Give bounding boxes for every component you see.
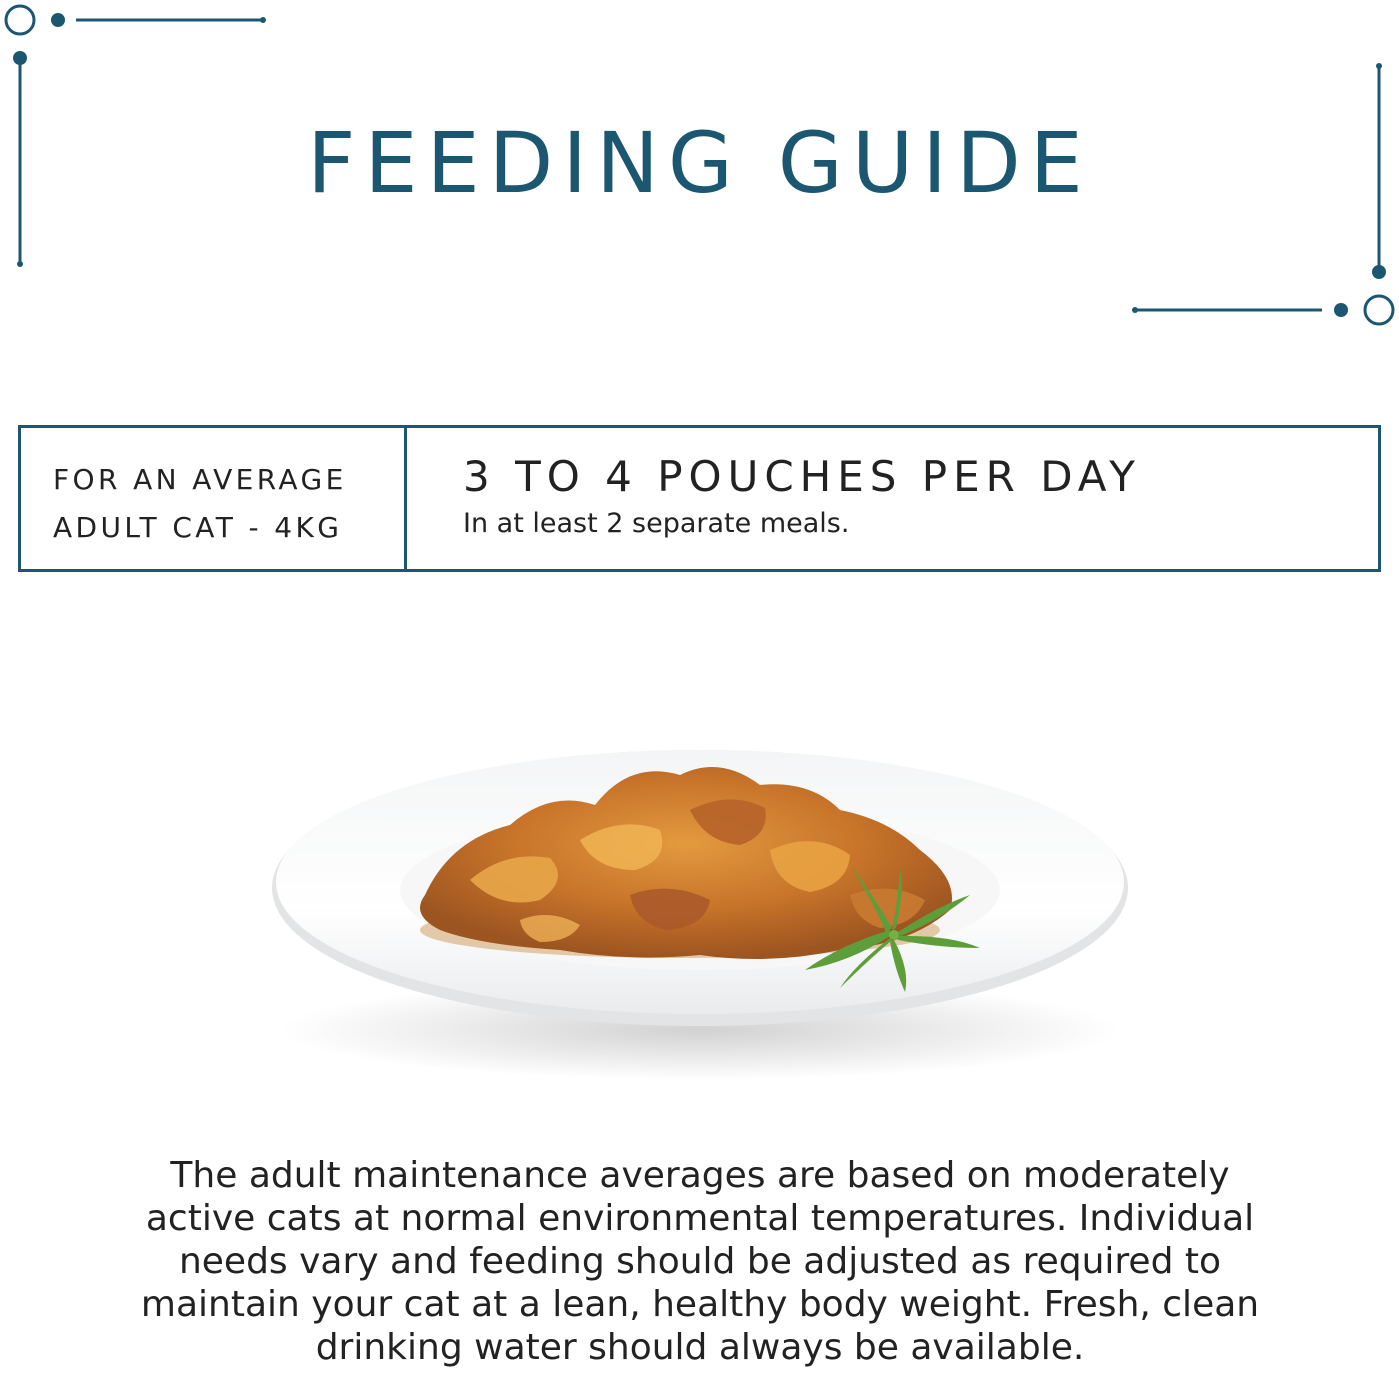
bottom-right-ring: [1365, 296, 1393, 324]
top-left-dot-v: [13, 51, 27, 65]
bottom-right-end-dot-v: [1376, 63, 1382, 69]
top-left-end-dot-v: [17, 261, 23, 267]
top-left-end-dot-h: [260, 17, 266, 23]
daily-amount: 3 TO 4 POUCHES PER DAY: [463, 452, 1141, 501]
top-left-ring: [6, 6, 34, 34]
feeding-disclaimer: The adult maintenance averages are based on moderately active cats at normal environmental temperatures. Individual needs vary and feeding should be adjusted as required to maintain your cat at a lean, healthy body weight. Fresh, clean drinking water should always be available.: [140, 1155, 1260, 1368]
page-title: FEEDING GUIDE: [307, 114, 1092, 212]
bottom-right-end-dot-h: [1132, 307, 1138, 313]
audience-line-2: ADULT CAT - 4KG: [53, 511, 343, 544]
cat-profile-cell: [21, 428, 407, 569]
bottom-right-dot-v: [1372, 265, 1386, 279]
meals-note: In at least 2 separate meals.: [463, 508, 850, 539]
food-plate-image: [250, 730, 1150, 1110]
portion-cell: [407, 428, 1378, 569]
bottom-right-dot-h: [1334, 303, 1348, 317]
feeding-guide-box: [18, 425, 1381, 572]
top-left-dot-h: [51, 13, 65, 27]
audience-line-1: FOR AN AVERAGE: [53, 463, 347, 496]
